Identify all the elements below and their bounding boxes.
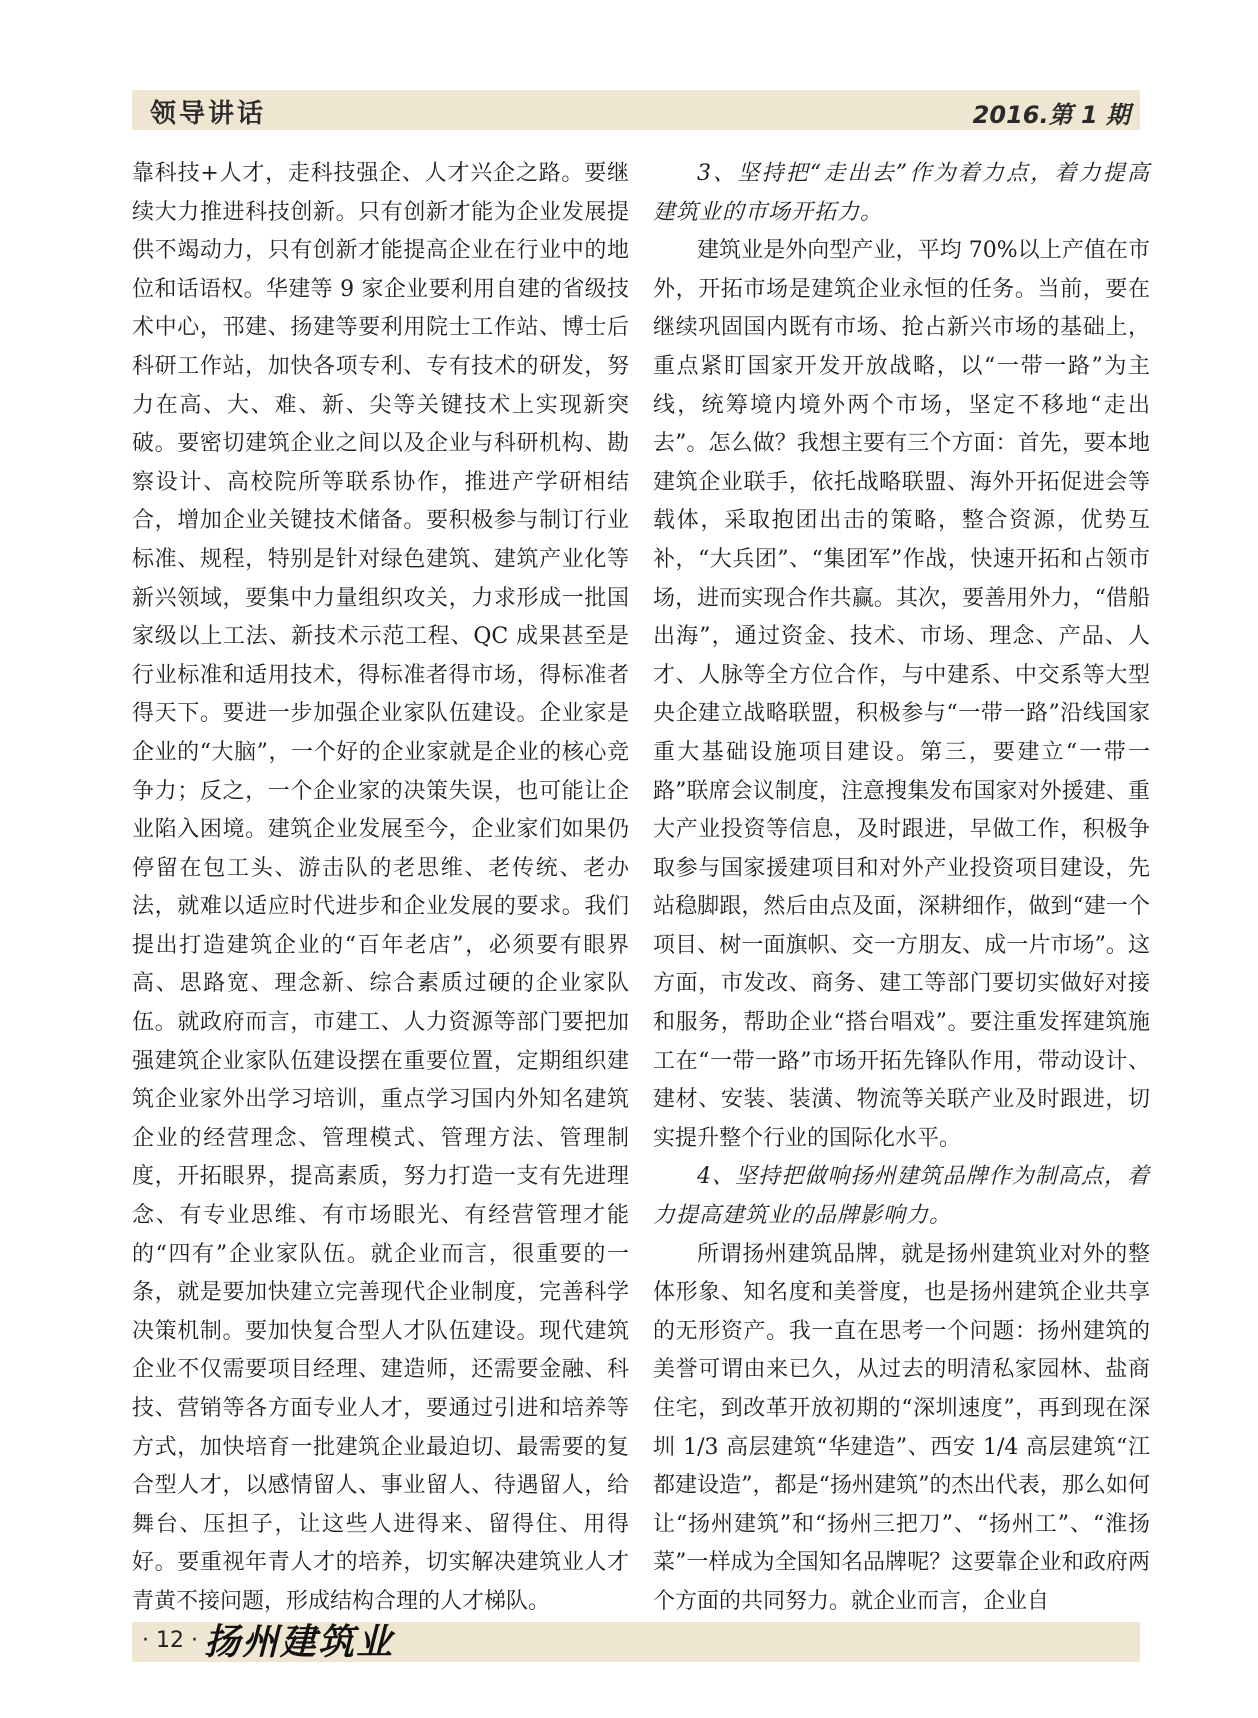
paragraph: 所谓扬州建筑品牌，就是扬州建筑业对外的整体形象、知名度和美誉度，也是扬州建筑企业共享的无形资产。我一直在思考一个问题：扬州建筑的美誉可谓由来已久，从过去的明清私家园林、盐商住宅，到改革开放初期的“深圳速度”，再到现在深圳 1/3 高层建筑“华建造”、西安 1/4 高层建筑“江都建设造”，都是“扬州建筑”的杰出代表，那么如何让“扬州建筑”和“扬州三把刀”、“扬州工”、“淮扬菜”一样成为全国知名品牌呢？这要靠企业和政府两个方面的共同努力。就企业而言，企业自 <box>653 1241 1150 1614</box>
section-heading-3: 3、坚持把“走出去”作为着力点，着力提高建筑业的市场开拓力。 <box>653 161 1150 225</box>
page-footer <box>132 1622 1140 1662</box>
section-heading-4: 4、坚持把做响扬州建筑品牌作为制高点，着力提高建筑业的品牌影响力。 <box>653 1164 1150 1229</box>
right-column <box>653 155 1150 1622</box>
section-title: 领导讲话 <box>150 99 267 129</box>
paragraph: 靠科技+人才，走科技强企、人才兴企之路。要继续大力推进科技创新。只有创新才能为企业发展提供不竭动力，只有创新才能提高企业在行业中的地位和话语权。华建等 9 家企业要利用自建的省级技术中心，邗建、扬建等要利用院士工作站、博士后科研工作站，加快各项专利、专有技术的研发，努力在高、大、难、新、尖等关键技术上实现新突破。要密切建筑企业之间以及企业与科研机构、勘察设计、高校院所等联系协作，推进产学研相结合，增加企业关键技术储备。要积极参与制订行业标准、规程，特别是针对绿色建筑、建筑产业化等新兴领域，要集中力量组织攻关，力求形成一批国家级以上工法、新技术示范工程、QC 成果甚至是行业标准和适用技术，得标准者得市场，得标准者得天下。要进一步加强企业家队伍建设。企业家是企业的“大脑”，一个好的企业家就是企业的核心竞争力；反之，一个企业家的决策失误，也可能让企业陷入困境。建筑企业发展至今，企业家们如果仍停留在包工头、游击队的老思维、老传统、老办法，就难以适应时代进步和企业发展的要求。我们提出打造建筑企业的“百年老店”，必须要有眼界高、思路宽、理念新、综合素质过硬的企业家队伍。就政府而言，市建工、人力资源等部门要把加强建筑企业家队伍建设摆在重要位置，定期组织建筑企业家外出学习培训，重点学习国内外知名建筑企业的经营理念、管理模式、管理方法、管理制度，开拓眼界，提高素质，努力打造一支有先进理念、有专业思维、有市场眼光、有经营管理才能的“四有”企业家队伍。就企业而言，很重要的一条，就是要加快建立完善现代企业制度，完善科学决策机制。要加快复合型人才队伍建设。现代建筑企业不仅需要项目经理、建造师，还需要金融、科技、营销等各方面专业人才，要通过引进和培养等方式，加快培育一批建筑企业最迫切、最需要的复合型人才，以感情留人、事业留人、待遇留人，给舞台、压担子，让这些人进得来、留得住、用得好。要重视年青人才的培养，切实解决建筑业人才青黄不接问题，形成结构合理的人才梯队。 <box>132 161 629 1614</box>
issue-number: 2016.第 1 期 <box>972 101 1130 129</box>
page-header <box>132 90 1140 130</box>
paragraph: 建筑业是外向型产业，平均 70%以上产值在市外，开拓市场是建筑企业永恒的任务。当前，要在继续巩固国内既有市场、抢占新兴市场的基础上，重点紧盯国家开发开放战略，以“一带一路”为主线，统筹境内境外两个市场，坚定不移地“走出去”。怎么做？我想主要有三个方面：首先，要本地建筑企业联手，依托战略联盟、海外开拓促进会等载体，采取抱团出击的策略，整合资源，优势互补，“大兵团”、“集团军”作战，快速开拓和占领市场，进而实现合作共赢。其次，要善用外力，“借船出海”，通过资金、技术、市场、理念、产品、人才、人脉等全方位合作，与中建系、中交系等大型央企建立战略联盟，积极参与“一带一路”沿线国家重大基础设施项目建设。第三，要建立“一带一路”联席会议制度，注意搜集发布国家对外援建、重大产业投资等信息，及时跟进，早做工作，积极争取参与国家援建项目和对外产业投资项目建设，先站稳脚跟，然后由点及面，深耕细作，做到“建一个项目、树一面旗帜、交一方朋友、成一片市场”。这方面，市发改、商务、建工等部门要切实做好对接和服务，帮助企业“搭台唱戏”。要注重发挥建筑施工在“一带一路”市场开拓先锋队作用，带动设计、建材、安装、装潢、物流等关联产业及时跟进，切实提升整个行业的国际化水平。 <box>653 238 1150 1151</box>
page-number: · 12 · <box>142 1628 198 1653</box>
left-column <box>132 155 629 1622</box>
magazine-logo: 扬州建筑业 <box>204 1621 395 1663</box>
